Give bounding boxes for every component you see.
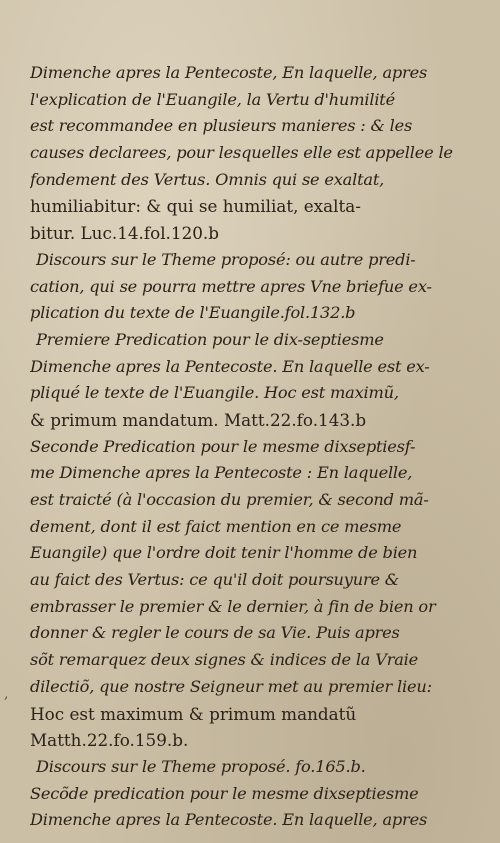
text-line: Seconde Predication pour le mesme dixseptiesf- xyxy=(30,436,416,456)
text-line: Discours sur le Theme proposé. fo.165.b. xyxy=(36,756,366,776)
margin-mark: , xyxy=(4,686,9,702)
text-line: dement, dont il est faict mention en ce mesme xyxy=(30,516,402,536)
text-line: cation, qui se pourra mettre apres Vne briefue ex- xyxy=(30,276,432,296)
text-line: Dimenche apres la Pentecoste. En laquelle est ex- xyxy=(30,356,430,376)
text-line: embrasser le premier & le dernier, à fin de bien or xyxy=(30,596,436,616)
text-line: dilectiõ, que nostre Seigneur met au premier lieu: xyxy=(30,676,432,696)
text-line: est traicté (à l'occasion du premier, & second mã- xyxy=(30,490,429,509)
text-line: donner & regler le cours de sa Vie. Puis apres xyxy=(30,623,400,643)
text-line: & primum mandatum. Matt.22.fo.143.b xyxy=(30,409,367,430)
text-line: plication du texte de l'Euangile.fol.132.b xyxy=(30,303,356,323)
text-line: Premiere Predication pour le dix-septiesme xyxy=(36,329,384,349)
text-line: l'explication de l'Euangile, la Vertu d'humilité xyxy=(30,89,395,109)
text-line: bitur. Luc.14.fol.120.b xyxy=(30,223,220,244)
text-line: Dimenche apres la Pentecoste. En laquelle, apres xyxy=(30,810,428,830)
text-line: Euangile) que l'ordre doit tenir l'homme de bien xyxy=(30,543,418,563)
text-line: causes declarees, pour lesquelles elle est appellee le xyxy=(30,143,453,163)
text-line: Matth.22.fo.159.b. xyxy=(30,730,189,751)
text-line: Secõde predication pour le mesme dixseptiesme xyxy=(30,783,419,803)
text-line: Discours sur le Theme proposé: ou autre predi- xyxy=(36,249,416,269)
text-line: au faict des Vertus: ce qu'il doit poursuyure & xyxy=(30,570,400,590)
page-text xyxy=(30,60,468,834)
text-line: pliqué le texte de l'Euangile. Hoc est maximũ, xyxy=(30,383,399,403)
text-line: Hoc est maximum & primum mandatũ xyxy=(30,703,357,724)
text-line: est recommandee en plusieurs manieres : & les xyxy=(30,116,413,136)
text-line: me Dimenche apres la Pentecoste : En laquelle, xyxy=(30,463,413,483)
text-line: sõt remarquez deux signes & indices de la Vraie xyxy=(30,650,419,670)
text-line: humiliabitur: & qui se humiliat, exalta- xyxy=(30,196,361,217)
text-line: fondement des Vertus. Omnis qui se exaltat, xyxy=(30,169,385,189)
text-line: Dimenche apres la Pentecoste, En laquelle, apres xyxy=(30,63,428,82)
